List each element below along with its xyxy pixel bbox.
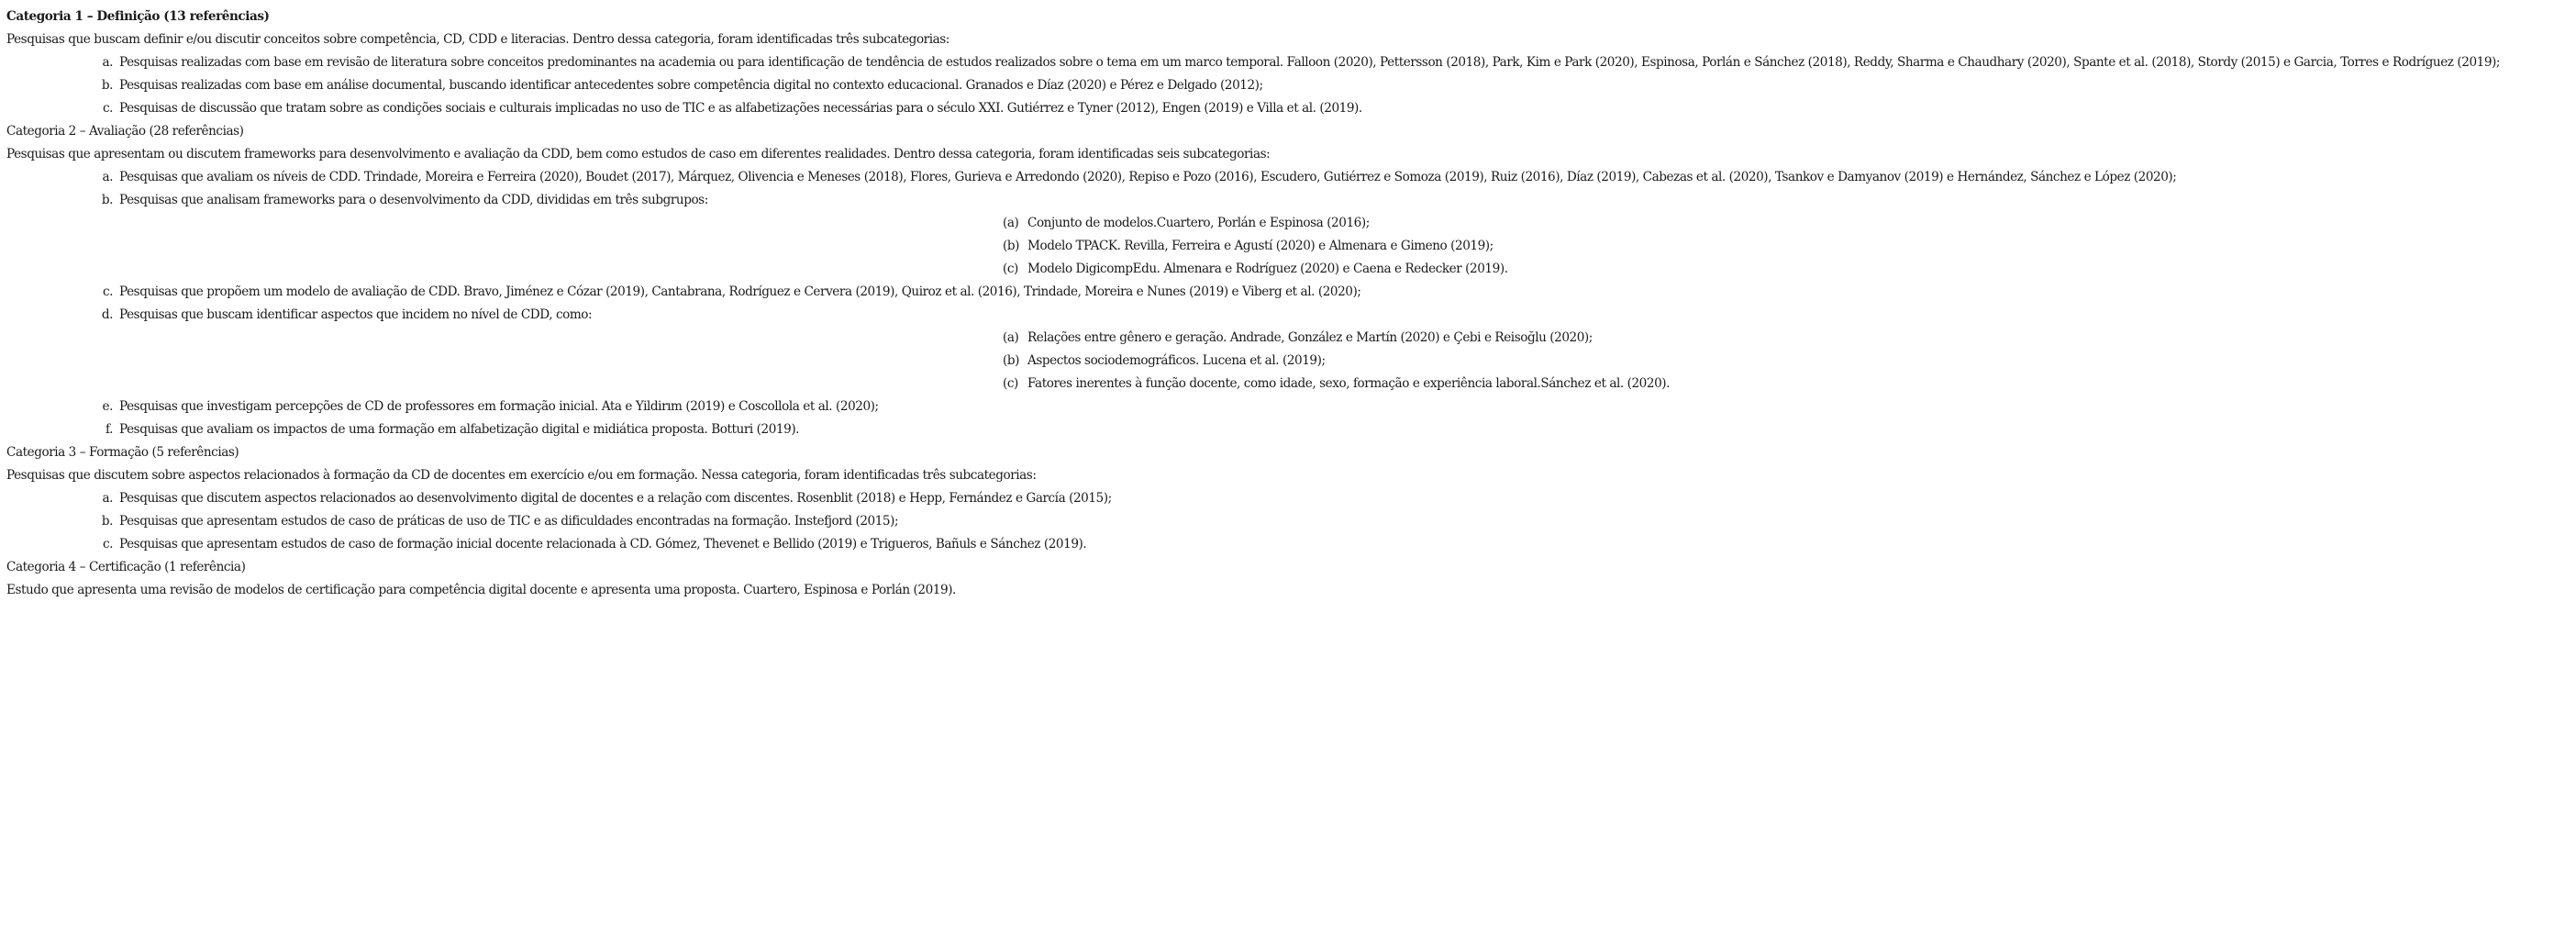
- category-2-item-b-subgroup-a: [6, 212, 2570, 235]
- category-2-item-d-subgroup-c: [6, 373, 2570, 396]
- list-marker: a.: [102, 170, 113, 184]
- category-2-item-d-subgroup-b: [6, 350, 2570, 373]
- category-2-item-b: [6, 189, 2570, 212]
- list-marker: b.: [101, 78, 113, 93]
- category-3-item-c: [6, 533, 2570, 556]
- category-2-item-c: [6, 281, 2570, 304]
- category-1-item-a: [6, 51, 2570, 74]
- category-3-intro: Pesquisas que discutem sobre aspectos relacionados à formação da CD de docentes em exercício e/ou em formação. Nessa categoria, foram identificadas três subcategorias:: [6, 468, 1037, 483]
- document-body: [6, 6, 2570, 602]
- subgroup-text: Relações entre gênero e geração. Andrade, González e Martín (2020) e Çebi e Reisoğlu (2020);: [1027, 330, 1593, 345]
- category-4-intro: Estudo que apresenta uma revisão de modelos de certificação para competência digital docente e apresenta uma proposta. Cuartero, Espinosa e Porlán (2019).: [6, 583, 956, 597]
- list-marker: c.: [102, 101, 113, 116]
- category-2-item-d: [6, 304, 2570, 327]
- category-3-title: Categoria 3 – Formação (5 referências): [6, 445, 239, 460]
- category-1-title: Categoria 1 – Definição (13 referências): [6, 9, 270, 24]
- list-marker: c.: [102, 284, 113, 299]
- subgroup-text: Modelo TPACK. Revilla, Ferreira e Agustí (2020) e Almenara e Gimeno (2019);: [1027, 239, 1493, 253]
- category-4-title: Categoria 4 – Certificação (1 referência): [6, 560, 246, 574]
- list-marker: a.: [102, 491, 113, 506]
- category-2-intro: Pesquisas que apresentam ou discutem frameworks para desenvolvimento e avaliação da CDD, bem como estudos de caso em diferentes realidades. Dentro dessa categoria, foram identificadas seis subcategorias:: [6, 147, 1271, 162]
- list-item-text: Pesquisas que discutem aspectos relacionados ao desenvolvimento digital de docentes e a relação com discentes. Rosenblit (2018) e Hepp, Fernández e García (2015);: [119, 491, 1112, 506]
- subgroup-marker: (a): [1003, 330, 1019, 345]
- list-item-text: Pesquisas que apresentam estudos de caso de práticas de uso de TIC e as dificuldades encontradas na formação. Instefjord (2015);: [119, 514, 899, 529]
- list-marker: d.: [101, 307, 113, 322]
- category-2-item-b-subgroup-c: [6, 258, 2570, 281]
- list-marker: c.: [102, 537, 113, 551]
- category-3-item-b: [6, 510, 2570, 533]
- subgroup-marker: (b): [1003, 353, 1019, 368]
- list-item-text: Pesquisas que investigam percepções de CD de professores em formação inicial. Ata e Yildirım (2019) e Coscollola et al. (2020);: [119, 399, 879, 414]
- subgroup-text: Modelo DigicompEdu. Almenara e Rodríguez (2020) e Caena e Redecker (2019).: [1027, 262, 1508, 276]
- list-item-text: Pesquisas que avaliam os impactos de uma formação em alfabetização digital e midiática proposta. Botturi (2019).: [119, 422, 800, 437]
- subgroup-marker: (c): [1003, 262, 1018, 276]
- category-1-item-b: [6, 74, 2570, 97]
- list-marker: b.: [101, 193, 113, 207]
- subgroup-marker: (c): [1003, 376, 1018, 391]
- list-marker: f.: [105, 422, 113, 437]
- category-2-item-e: [6, 396, 2570, 418]
- list-item-text: Pesquisas que propõem um modelo de avaliação de CDD. Bravo, Jiménez e Cózar (2019), Cantabrana, Rodríguez e Cervera (2019), Quiroz et al. (2016), Trindade, Moreira e Nunes (2019) e Viberg et al. (2020);: [119, 284, 1361, 299]
- category-2-item-a: [6, 166, 2570, 189]
- list-item-text: Pesquisas que avaliam os níveis de CDD. Trindade, Moreira e Ferreira (2020), Boudet (2017), Márquez, Olivencia e Meneses (2018), Flores, Gurieva e Arredondo (2020), Repiso e Pozo (2016), Escudero, Gutiérrez e Somoza (2019), Ruiz (2016), Díaz (2019), Cabezas et al. (2020), Tsankov e Damyanov (2019) e Hernández, Sánchez e López (2020);: [119, 170, 2177, 184]
- subgroup-text: Conjunto de modelos.Cuartero, Porlán e Espinosa (2016);: [1027, 216, 1370, 230]
- list-item-text: Pesquisas de discussão que tratam sobre as condições sociais e culturais implicadas no uso de TIC e as alfabetizações necessárias para o século XXI. Gutiérrez e Tyner (2012), Engen (2019) e Villa et al. (2019).: [119, 101, 1362, 116]
- category-2-item-f: [6, 418, 2570, 441]
- category-2-item-d-subgroup-a: [6, 327, 2570, 350]
- list-item-text: Pesquisas realizadas com base em revisão de literatura sobre conceitos predominantes na academia ou para identificação de tendência de estudos realizados sobre o tema em um marco temporal. Falloon (2020), Pettersson (2018), Park, Kim e Park (2020), Espinosa, Porlán e Sánchez (2018), Reddy, Sharma e Chaudhary (2020), Spante et al. (2018), Stordy (2015) e Garcia, Torres e Rodríguez (2019);: [119, 55, 2501, 70]
- subgroup-marker: (b): [1003, 239, 1019, 253]
- list-marker: e.: [102, 399, 113, 414]
- list-item-text: Pesquisas que apresentam estudos de caso de formação inicial docente relacionada à CD. Gómez, Thevenet e Bellido (2019) e Trigueros, Bañuls e Sánchez (2019).: [119, 537, 1087, 551]
- list-marker: a.: [102, 55, 113, 70]
- subgroup-text: Aspectos sociodemográficos. Lucena et al. (2019);: [1027, 353, 1326, 368]
- list-item-text: Pesquisas que buscam identificar aspectos que incidem no nível de CDD, como:: [119, 307, 593, 322]
- list-item-text: Pesquisas que analisam frameworks para o desenvolvimento da CDD, divididas em três subgrupos:: [119, 193, 708, 207]
- category-2-title: Categoria 2 – Avaliação (28 referências): [6, 124, 244, 139]
- subgroup-text: Fatores inerentes à função docente, como idade, sexo, formação e experiência laboral.Sánchez et al. (2020).: [1027, 376, 1670, 391]
- category-1-intro: Pesquisas que buscam definir e/ou discutir conceitos sobre competência, CD, CDD e literacias. Dentro dessa categoria, foram identificadas três subcategorias:: [6, 32, 949, 47]
- category-2-item-b-subgroup-b: [6, 235, 2570, 258]
- category-1-item-c: [6, 97, 2570, 120]
- category-3-item-a: [6, 487, 2570, 510]
- list-marker: b.: [101, 514, 113, 529]
- list-item-text: Pesquisas realizadas com base em análise documental, buscando identificar antecedentes sobre competência digital no contexto educacional. Granados e Díaz (2020) e Pérez e Delgado (2012);: [119, 78, 1263, 93]
- subgroup-marker: (a): [1003, 216, 1019, 230]
